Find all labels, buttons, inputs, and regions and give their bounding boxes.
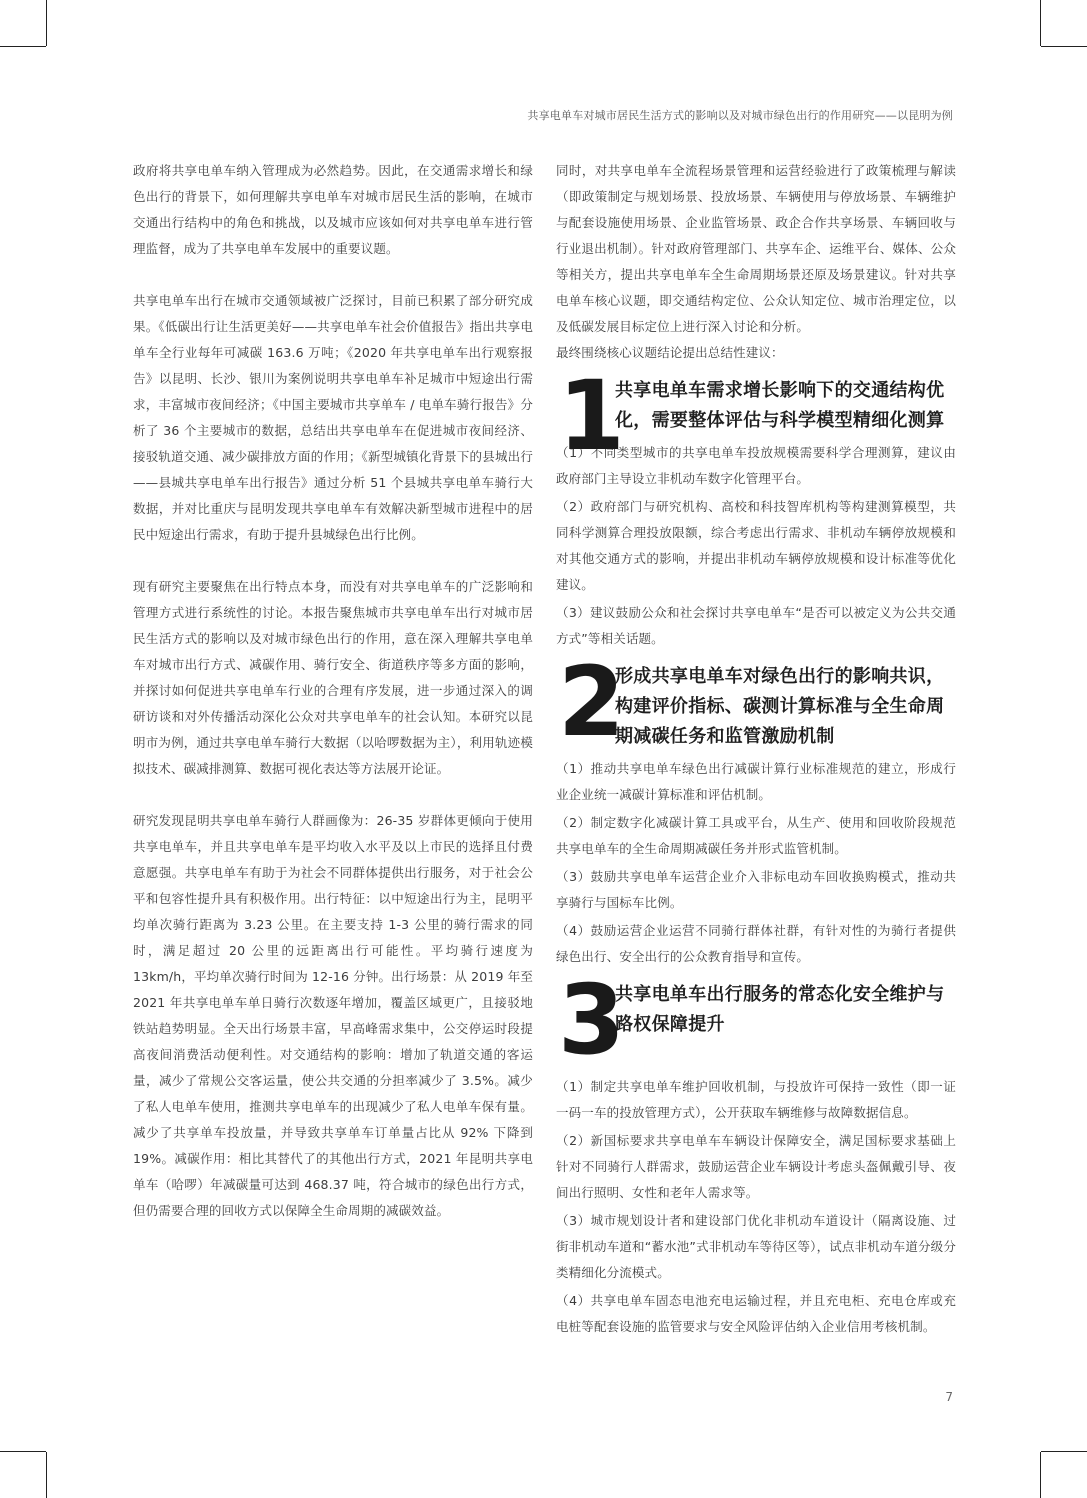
crop-mark-top-right-v xyxy=(1040,0,1041,46)
recommendation-item: （1）不同类型城市的共享电单车投放规模需要科学合理测算，建议由政府部门主导设立非机动车数字化管理平台。 xyxy=(556,445,956,486)
recommendation-item: （1）制定共享电单车维护回收机制，与投放许可保持一致性（即一证一码一车的投放管理方式），公开获取车辆维修与故障数据信息。 xyxy=(556,1079,956,1120)
recommendation-item: （2）政府部门与研究机构、高校和科技智库机构等构建测算模型，共同科学测算合理投放限额，综合考虑出行需求、非机动车辆停放规模和对其他交通方式的影响，并提出非机动车辆停放规模和设计标准等优化建议。 xyxy=(556,499,956,592)
section-title: 共享电单车需求增长影响下的交通结构优化，需要整体评估与科学模型精细化测算 xyxy=(615,380,945,431)
recommendation-item: （1）推动共享电单车绿色出行减碳计算行业标准规范的建立，形成行业企业统一减碳计算标准和评估机制。 xyxy=(556,761,956,802)
recommendation-section-3 xyxy=(556,964,956,1340)
recommendation-section-1 xyxy=(556,360,956,652)
section-number: 3 xyxy=(558,964,625,1076)
section-title: 形成共享电单车对绿色出行的影响共识，构建评价指标、碳测计算标准与全生命周期减碳任务和监管激励机制 xyxy=(615,666,945,747)
recommendation-item: （2）制定数字化减碳计算工具或平台，从生产、使用和回收阶段规范共享电单车的全生命周期减碳任务并形式监管机制。 xyxy=(556,815,956,856)
recommendation-item: （3）鼓励共享电单车运营企业介入非标电动车回收换购模式，推动共享骑行与国标车比例。 xyxy=(556,869,956,910)
left-column xyxy=(133,158,533,1250)
recommendation-item: （4）鼓励运营企业运营不同骑行群体社群，有针对性的为骑行者提供绿色出行、安全出行的公众教育指导和宣传。 xyxy=(556,923,956,964)
body-paragraph: 政府将共享电单车纳入管理成为必然趋势。因此，在交通需求增长和绿色出行的背景下，如何理解共享电单车对城市居民生活的影响，在城市交通出行结构中的角色和挑战，以及城市应该如何对共享电单车进行管理监督，成为了共享电单车发展中的重要议题。 xyxy=(133,163,533,256)
section-number: 1 xyxy=(558,360,625,472)
intro-lead: 最终围绕核心议题结论提出总结性建议： xyxy=(556,345,784,360)
crop-mark-bottom-right-h xyxy=(1041,1451,1087,1452)
crop-mark-top-left-v xyxy=(46,0,47,46)
recommendation-section-2 xyxy=(556,646,956,970)
crop-mark-top-left-h xyxy=(0,46,46,47)
recommendation-item: （3）建议鼓励公众和社会探讨共享电单车“是否可以被定义为公共交通方式”等相关话题。 xyxy=(556,605,956,646)
section-number: 2 xyxy=(558,646,625,758)
crop-mark-bottom-right-v xyxy=(1040,1452,1041,1498)
crop-mark-top-right-h xyxy=(1041,46,1087,47)
crop-mark-bottom-left-h xyxy=(0,1451,46,1452)
page-number: 7 xyxy=(945,1390,953,1404)
body-paragraph: 共享电单车出行在城市交通领域被广泛探讨，目前已积累了部分研究成果。《低碳出行让生活更美好——共享电单车社会价值报告》指出共享电单车全行业每年可减碳 163.6 万吨；《2020 年共享电单车出行观察报告》以昆明、长沙、银川为案例说明共享电单车补足城市中短途出行需求，丰富城市夜间经济；《中国主要城市共享单车 / 电单车骑行报告》分析了 36 个主要城市的数据，总结出共享电单车在促进城市夜间经济、接驳轨道交通、减少碳排放方面的作用；《新型城镇化背景下的县城出行——县城共享电单车出行报告》通过分析 51 个县城共享电单车骑行大数据，并对比重庆与昆明发现共享电单车有效解决新型城市进程中的居民中短途出行需求，有助于提升县城绿色出行比例。 xyxy=(133,293,533,542)
body-paragraph: 研究发现昆明共享电单车骑行人群画像为：26-35 岁群体更倾向于使用共享电单车，并且共享电单车是平均收入水平及以上市民的选择且付费意愿强。共享电单车有助于为社会不同群体提供出行服务，对于社会公平和包容性提升具有积极作用。出行特征：以中短途出行为主，昆明平均单次骑行距离为 3.23 公里。在主要支持 1-3 公里的骑行需求的同时，满足超过 20 公里的远距离出行可能性。平均骑行速度为 13km/h，平均单次骑行时间为 12-16 分钟。出行场景：从 2019 年至 2021 年共享电单车单日骑行次数逐年增加，覆盖区域更广，且接驳地铁站趋势明显。全天出行场景丰富，早高峰需求集中，公交停运时段提高夜间消费活动便利性。对交通结构的影响：增加了轨道交通的客运量，减少了常规公交客运量，使公共交通的分担率减少了 3.5%。减少了私人电单车使用，推测共享电单车的出现减少了私人电单车保有量。减少了共享单车投放量，并导致共享单车订单量占比从 92% 下降到 19%。减碳作用：相比其替代了的其他出行方式，2021 年昆明共享电单车（哈啰）年减碳量可达到 468.37 吨，符合城市的绿色出行方式，但仍需要合理的回收方式以保障全生命周期的减碳效益。 xyxy=(133,813,533,1218)
recommendation-item: （4）共享电单车固态电池充电运输过程，并且充电柜、充电仓库或充电桩等配套设施的监管要求与安全风险评估纳入企业信用考核机制。 xyxy=(556,1293,956,1334)
crop-mark-bottom-left-v xyxy=(46,1452,47,1498)
recommendation-item: （3）城市规划设计者和建设部门优化非机动车道设计（隔离设施、过街非机动车道和“蓄水池”式非机动车等待区等），试点非机动车道分级分类精细化分流模式。 xyxy=(556,1213,956,1280)
section-title: 共享电单车出行服务的常态化安全维护与路权保障提升 xyxy=(615,984,945,1035)
intro-paragraph: 同时，对共享电单车全流程场景管理和运营经验进行了政策梳理与解读（即政策制定与规划场景、投放场景、车辆使用与停放场景、车辆维护与配套设施使用场景、企业监管场景、政企合作共享场景、车辆回收与行业退出机制）。针对政府管理部门、共享车企、运维平台、媒体、公众等相关方，提出共享电单车全生命周期场景还原及场景建议。针对共享电单车核心议题，即交通结构定位、公众认知定位、城市治理定位，以及低碳发展目标定位上进行深入讨论和分析。 xyxy=(556,163,956,334)
recommendation-item: （2）新国标要求共享电单车车辆设计保障安全，满足国标要求基础上针对不同骑行人群需求，鼓励运营企业车辆设计考虑头盔佩戴引导、夜间出行照明、女性和老年人需求等。 xyxy=(556,1133,956,1200)
running-header: 共享电单车对城市居民生活方式的影响以及对城市绿色出行的作用研究——以昆明为例 xyxy=(527,109,953,122)
body-paragraph: 现有研究主要聚焦在出行特点本身，而没有对共享电单车的广泛影响和管理方式进行系统性的讨论。本报告聚焦城市共享电单车出行对城市居民生活方式的影响以及对城市绿色出行的作用，意在深入理解共享电单车对城市出行方式、减碳作用、骑行安全、街道秩序等多方面的影响，并探讨如何促进共享电单车行业的合理有序发展，进一步通过深入的调研访谈和对外传播活动深化公众对共享电单车的社会认知。本研究以昆明市为例，通过共享电单车骑行大数据（以哈啰数据为主），利用轨迹模拟技术、碳减排测算、数据可视化表达等方法展开论证。 xyxy=(133,579,533,776)
right-column xyxy=(556,158,956,1342)
